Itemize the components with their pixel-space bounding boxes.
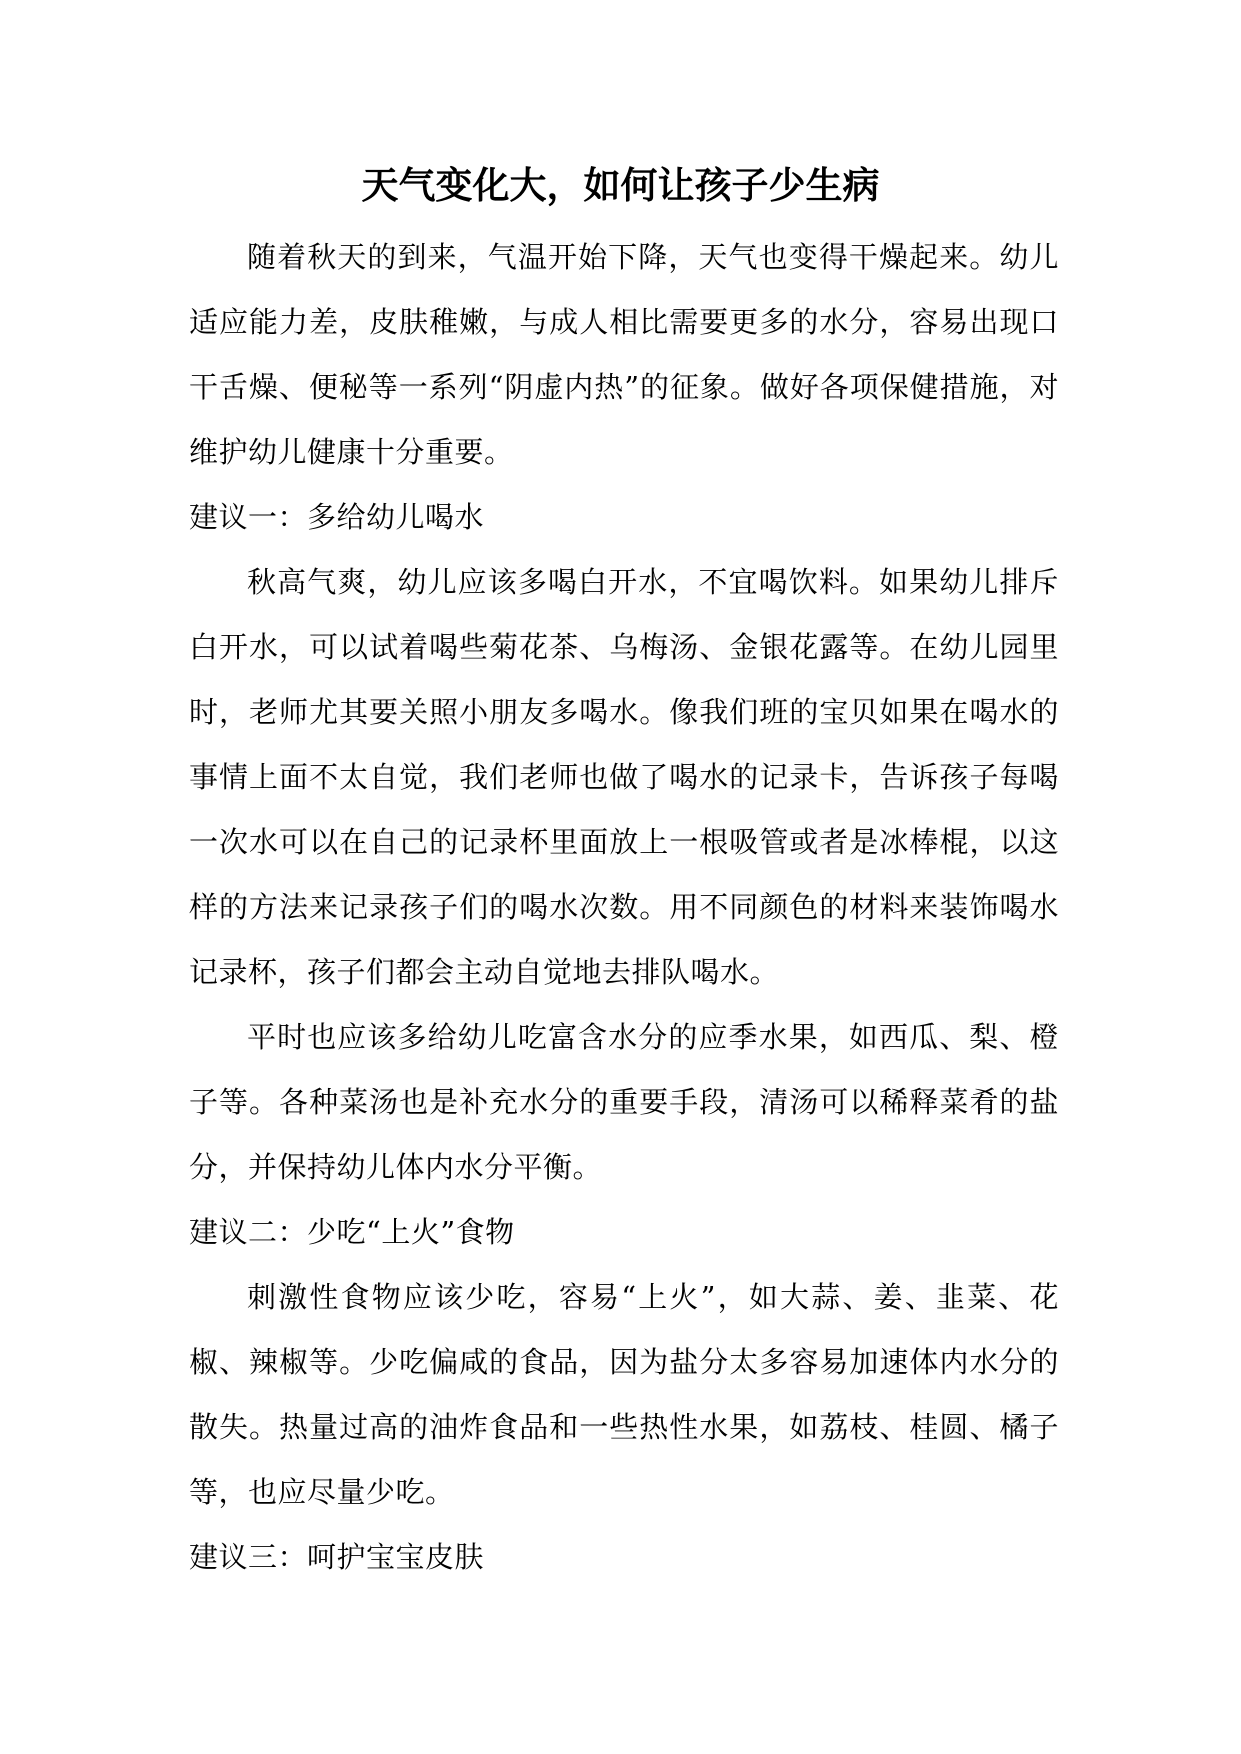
section-1-paragraph-1: 秋高气爽，幼儿应该多喝白开水，不宜喝饮料。如果幼儿排斥白开水，可以试着喝些菊花茶、乌梅汤、金银花露等。在幼儿园里时，老师尤其要关照小朋友多喝水。像我们班的宝贝如果在喝水的事情上面不太自觉，我们老师也做了喝水的记录卡，告诉孩子每喝一次水可以在自己的记录杯里面放上一根吸管或者是冰棒棍，以这样的方法来记录孩子们的喝水次数。用不同颜色的材料来装饰喝水记录杯，孩子们都会主动自觉地去排队喝水。 (189, 565, 1059, 989)
section-1-heading: 建议一：多给幼儿喝水 (189, 500, 485, 534)
document-body (189, 225, 1059, 1590)
section-2-heading: 建议二：少吃“上火”食物 (189, 1215, 515, 1249)
section-3-heading: 建议三：呵护宝宝皮肤 (189, 1540, 485, 1574)
document-title: 天气变化大，如何让孩子少生病 (361, 163, 880, 207)
section-1-paragraph-2: 平时也应该多给幼儿吃富含水分的应季水果，如西瓜、梨、橙子等。各种菜汤也是补充水分的重要手段，清汤可以稀释菜肴的盐分，并保持幼儿体内水分平衡。 (189, 1020, 1059, 1184)
section-2-paragraph-1: 刺激性食物应该少吃，容易“上火”，如大蒜、姜、韭菜、花椒、辣椒等。少吃偏咸的食品，因为盐分太多容易加速体内水分的散失。热量过高的油炸食品和一些热性水果，如荔枝、桂圆、橘子等，也应尽量少吃。 (189, 1280, 1059, 1509)
intro-paragraph: 随着秋天的到来，气温开始下降，天气也变得干燥起来。幼儿适应能力差，皮肤稚嫩，与成人相比需要更多的水分，容易出现口干舌燥、便秘等一系列“阴虚内热”的征象。做好各项保健措施，对维护幼儿健康十分重要。 (189, 240, 1059, 469)
